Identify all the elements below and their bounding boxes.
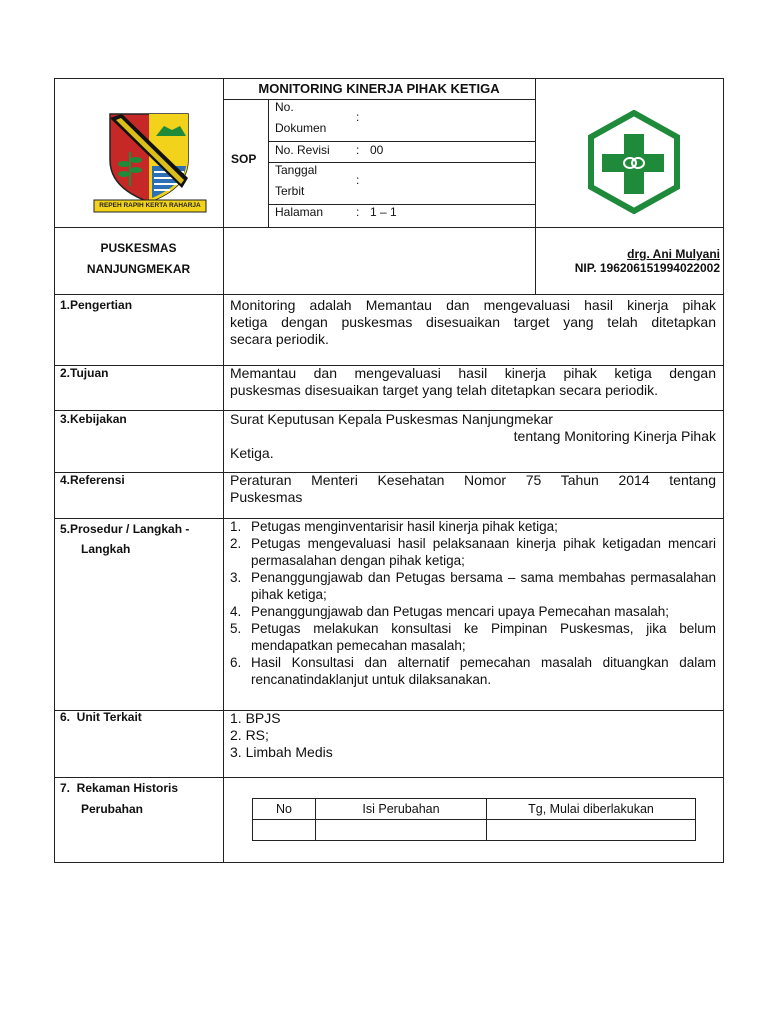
list-item (230, 603, 716, 620)
list-item (230, 518, 716, 535)
column-header: Isi Perubahan (316, 799, 487, 820)
column-header: No (253, 799, 316, 820)
text-line: ketiga dengan puskesmas disesuaikan target yang telah ditetapkan (230, 314, 716, 330)
label-line: Perubahan (81, 802, 144, 816)
field-separator: : (356, 110, 360, 124)
table-cell (487, 820, 696, 841)
field-value: 00 (370, 143, 384, 157)
document-title: MONITORING KINERJA PIHAK KETIGA (258, 81, 500, 96)
section-body-kebijakan (230, 411, 716, 462)
revision-history-table (252, 798, 696, 841)
section-body-pengertian (230, 297, 716, 348)
section-label-kebijakan: 3.Kebijakan (60, 412, 127, 426)
step-number: 1. (230, 519, 242, 534)
field-halaman (275, 204, 530, 227)
table-cell (316, 820, 487, 841)
signer-name: drg. Ani Mulyani (627, 247, 720, 261)
field-no-revisi (275, 141, 530, 162)
step-number: 2. (230, 536, 242, 551)
text-line: Peraturan Menteri Kesehatan Nomor 75 Tahun 2014 tentang (230, 472, 716, 488)
step-number: 4. (230, 604, 242, 619)
label-line: Langkah (81, 542, 131, 556)
text-line: secara periodik. (230, 331, 329, 347)
column-header: Tg, Mulai diberlakukan (487, 799, 696, 820)
field-label: Terbit (275, 184, 305, 198)
text-line: Surat Keputusan Kepala Puskesmas Nanjungmekar (230, 411, 553, 427)
step-number: 6. (230, 655, 242, 670)
list-item (230, 654, 716, 688)
label-line: 7. Rekaman Historis (60, 781, 179, 795)
field-separator: : (356, 143, 360, 157)
field-label: Tanggal (275, 163, 318, 177)
step-number: 5. (230, 621, 242, 636)
text-line: Monitoring adalah Memantau dan mengevaluasi hasil kinerja pihak (230, 297, 716, 313)
procedure-list (230, 518, 716, 688)
step-number: 3. (230, 570, 242, 585)
text-line: tentang Monitoring Kinerja Pihak (513, 428, 716, 444)
field-label: Halaman (275, 205, 324, 219)
list-item: 3. Limbah Medis (230, 744, 333, 760)
field-label: No. Revisi (275, 143, 330, 157)
list-item (230, 569, 716, 603)
signer-block (536, 247, 720, 275)
section-label-pengertian: 1.Pengertian (60, 298, 133, 312)
step-text: Petugas melakukan konsultasi ke Pimpinan Puskesmas, jika belum mendapatkan pemecahan masalah; (251, 621, 716, 653)
section-label-prosedur (60, 519, 189, 559)
org-name (54, 238, 223, 280)
section-body-tujuan (230, 365, 716, 399)
text-line: puskesmas disesuaikan target yang telah ditetapkan secara periodik. (230, 382, 659, 398)
field-label: Dokumen (275, 121, 327, 135)
section-label-tujuan: 2.Tujuan (60, 366, 109, 380)
text-line: Memantau dan mengevaluasi hasil kinerja pihak ketiga dengan (230, 365, 716, 381)
field-no-dokumen (275, 99, 530, 141)
section-label-referensi: 4.Referensi (60, 473, 125, 487)
list-item (230, 535, 716, 569)
field-separator: : (356, 173, 360, 187)
list-item (230, 620, 716, 654)
field-tanggal-terbit (275, 162, 530, 204)
emblem-banner-text: REPEH RAPIH KERTA RAHARJA (99, 202, 201, 209)
field-label: No. (275, 100, 294, 114)
org-name-line1: PUSKESMAS (100, 241, 177, 255)
sop-label: SOP (231, 152, 257, 166)
table-cell (253, 820, 316, 841)
list-item: 1. BPJS (230, 710, 281, 726)
step-text: Petugas menginventarisir hasil kinerja pihak ketiga; (251, 519, 558, 534)
section-label-unit-terkait: 6. Unit Terkait (60, 710, 142, 724)
field-separator: : (356, 205, 360, 219)
label-line: 5.Prosedur / Langkah - (60, 522, 190, 536)
list-item: 2. RS; (230, 727, 269, 743)
signer-nip: NIP. 196206151994022002 (574, 261, 720, 275)
field-value: 1 – 1 (370, 205, 397, 219)
text-line: Puskesmas (230, 489, 303, 505)
regency-emblem (90, 108, 210, 216)
puskesmas-logo (582, 110, 686, 214)
section-body-referensi (230, 472, 716, 506)
text-line: Ketiga. (230, 445, 274, 461)
step-text: Penanggungjawab dan Petugas bersama – sama membahas permasalahan pihak ketiga; (251, 570, 716, 602)
step-text: Penanggungjawab dan Petugas mencari upaya Pemecahan masalah; (251, 604, 670, 619)
unit-terkait-list (230, 710, 333, 761)
org-name-line2: NANJUNGMEKAR (86, 262, 191, 276)
table-row (253, 820, 696, 841)
section-label-rekaman (60, 778, 178, 820)
step-text: Petugas mengevaluasi hasil pelaksanaan kinerja pihak ketigadan mencari permasalahan dengan pihak ketiga; (251, 536, 716, 568)
table-header-row (253, 799, 696, 820)
step-text: Hasil Konsultasi dan alternatif pemecahan masalah dituangkan dalam rencanatindaklanjut untuk dilaksanakan. (251, 655, 716, 687)
